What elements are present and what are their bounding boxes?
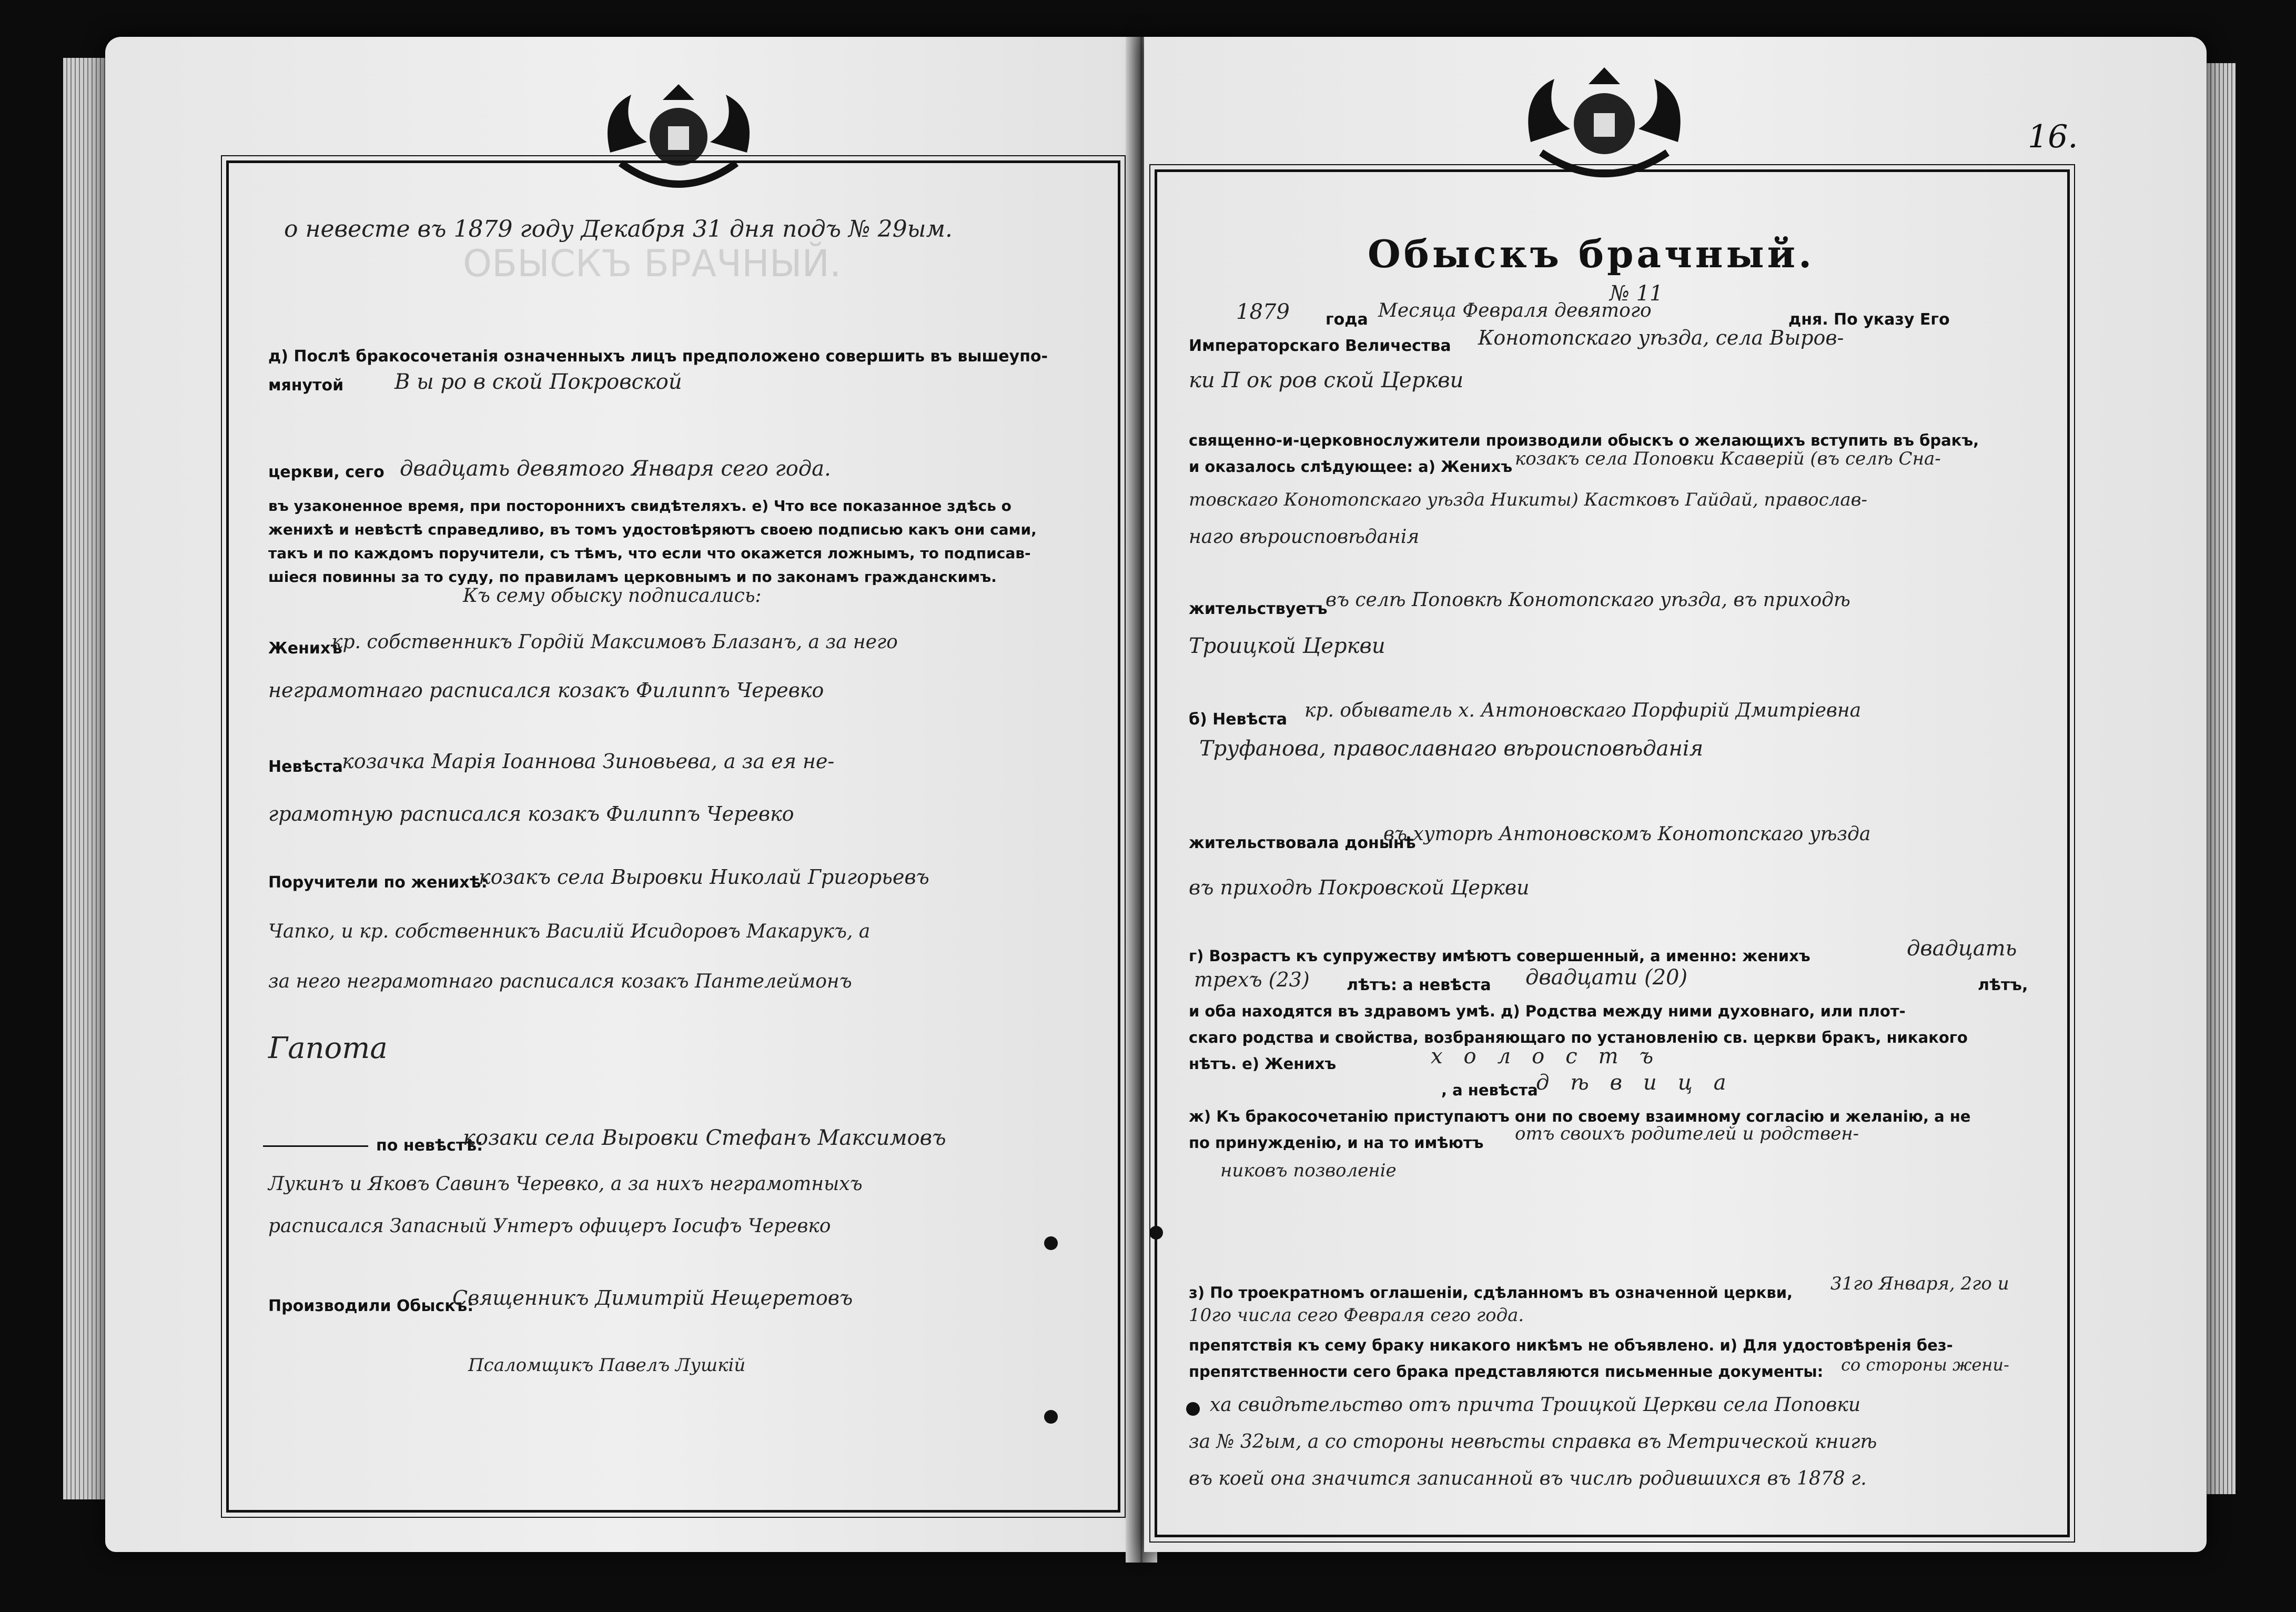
- line1-year: 1879: [1236, 300, 1290, 324]
- examiners-hand-2: Псаломщикъ Павелъ Лушкій: [468, 1355, 746, 1376]
- bride-hand-1: кр. обыватель х. Антоновскаго Порфирій Дмитріевна: [1304, 700, 1862, 721]
- consent-printed: ж) Къ бракосочетанію приступаютъ они по своему взаимному согласію и желанію, а не: [1189, 1107, 1971, 1125]
- page-edges-left: [63, 58, 110, 1499]
- age-hand-groom: двадцать: [1907, 936, 2017, 961]
- line7-hand: наго вѣроисповѣданія: [1189, 526, 1420, 548]
- consent-hand-2: никовъ позволеніе: [1220, 1160, 1397, 1181]
- groom-label: Женихъ: [268, 639, 342, 658]
- relation-1: и оба находятся въ здравомъ умѣ. д) Родства между ними духовнаго, или плот-: [1189, 1002, 1906, 1020]
- p-legal-4: шіеся повинны за то суду, по правиламъ церковнымъ и по законамъ гражданскимъ.: [268, 568, 997, 586]
- page-number: 16.: [2028, 118, 2078, 155]
- bride-residence-printed: жительствовала донынѣ: [1189, 834, 1416, 852]
- line2-printed: Императорскаго Величества: [1189, 337, 1451, 355]
- p-a-printed: д) Послѣ бракосочетанія означенныхъ лицъ предположено совершить въ вышеупо-: [268, 347, 1048, 366]
- bride-hand-1: козачка Марія Іоаннова Зиновьева, а за ея не-: [342, 750, 835, 773]
- line6-hand: товскаго Конотопскаго уѣзда Никиты) Кастковъ Гайдай, православ-: [1189, 489, 1867, 510]
- imperial-eagle-emblem-right-icon: [1510, 63, 1699, 184]
- document-title: Обыскъ брачный.: [1368, 231, 1815, 276]
- age-printed-3: лѣтъ,: [1978, 976, 2028, 994]
- banns-printed: з) По троекратномъ оглашеніи, сдѣланномъ въ означенной церкви,: [1189, 1284, 1793, 1302]
- age-hand-groom-2: трехъ (23): [1194, 968, 1310, 991]
- line4-printed: священно-и-церковнослужители производили обыскъ о желающихъ вступить въ бракъ,: [1189, 431, 1979, 449]
- examiners-hand-1: Священникъ Димитрій Нещеретовъ: [452, 1286, 853, 1309]
- p-a-printed2: мянутой: [268, 376, 344, 395]
- bride-hand-2: грамотную расписался козакъ Филиппъ Черевко: [268, 802, 794, 825]
- groom-hand-2: неграмотнаго расписался козакъ Филиппъ Черевко: [268, 679, 824, 702]
- obstacles-printed: препятствія къ сему браку никакого никѣмъ не объявлено. и) Для удостовѣренія без-: [1189, 1336, 1953, 1354]
- p-legal-hand: Къ сему обыску подписались:: [463, 585, 762, 607]
- bride-residence-hand-1: въ хуторѣ Антоновскомъ Конотопскаго уѣзда: [1383, 823, 1871, 845]
- groom-sureties-hand-1: козакъ села Выровки Николай Григорьевъ: [479, 865, 929, 889]
- p-church-hand: двадцать девятого Января сего года.: [400, 457, 831, 481]
- relation-3-hand: холостъ: [1431, 1044, 1675, 1069]
- binding-hole: [1186, 1402, 1200, 1416]
- line1-printed: года: [1326, 310, 1368, 329]
- bride-sureties-dash: [263, 1145, 368, 1147]
- age-printed-2: лѣтъ: а невѣста: [1347, 976, 1491, 994]
- binding-hole: [1044, 1410, 1058, 1424]
- bride-sureties-hand-3: расписался Запасный Унтеръ офицеръ Іосифъ Черевко: [268, 1215, 831, 1237]
- groom-hand-1: кр. собственникъ Гордій Максимовъ Блазанъ, а за него: [331, 631, 898, 653]
- age-printed: г) Возрастъ къ супружеству имѣютъ совершенный, а именно: женихъ: [1189, 947, 1810, 965]
- bride-residence-hand-2: въ приходѣ Покровской Церкви: [1189, 876, 1530, 899]
- line2-hand: Конотопскаго уѣзда, села Выров-: [1478, 326, 1844, 349]
- relation-3-printed: нѣтъ. е) Женихъ: [1189, 1055, 1337, 1073]
- p-a-hand: В ы ро в ской Покровской: [395, 370, 682, 394]
- documents-hand-2: за № 32ым, а со стороны невѣсты справка въ Метрической книгѣ: [1189, 1431, 1877, 1453]
- record-number: № 11: [1610, 281, 1663, 306]
- banns-hand: 31го Января, 2го и: [1830, 1273, 2009, 1294]
- line5-printed: и оказалось слѣдующее: а) Женихъ: [1189, 458, 1513, 476]
- line5-hand: козакъ села Поповки Ксаверій (въ селѣ Сна-: [1515, 448, 1941, 469]
- bleed-through-text: ОБЫСКЪ БРАЧНЫЙ.: [463, 242, 842, 285]
- p-legal-2: женихѣ и невѣстѣ справедливо, въ томъ удостовѣряютъ своею подписью какъ они сами,: [268, 521, 1037, 538]
- line1-hand: Месяца Февраля девятого: [1378, 300, 1652, 321]
- bride-sureties-label: по невѣстѣ:: [376, 1136, 483, 1155]
- bride-printed: б) Невѣста: [1189, 710, 1288, 729]
- examiners-label: Производили Обыскъ:: [268, 1297, 474, 1315]
- line8-hand: въ селѣ Поповкѣ Конотопскаго уѣзда, въ приходѣ: [1326, 589, 1850, 611]
- relation-4-printed: , а невѣста: [1441, 1081, 1538, 1099]
- consent-printed-2: по принужденію, и на то имѣютъ: [1189, 1134, 1484, 1152]
- bride-label: Невѣста: [268, 758, 343, 776]
- line1-printed2: дня. По указу Его: [1788, 310, 1950, 329]
- bride-sureties-hand-2: Лукинъ и Яковъ Савинъ Черевко, а за нихъ неграмотныхъ: [268, 1173, 863, 1195]
- bride-sureties-hand-1: козаки села Выровки Стефанъ Максимовъ: [463, 1126, 946, 1150]
- p-legal-1: въ узаконенное время, при постороннихъ свидѣтеляхъ. е) Что все показанное здѣсь о: [268, 497, 1012, 515]
- groom-sureties-hand-2: Чапко, и кр. собственникъ Василій Исидоровъ Макарукъ, а: [268, 921, 871, 942]
- header-note: о невесте въ 1879 году Декабря 31 дня подъ № 29ым.: [284, 216, 953, 243]
- line3-hand: ки П ок ров ской Церкви: [1189, 368, 1464, 392]
- consent-hand: отъ своихъ родителей и родствен-: [1515, 1123, 1859, 1144]
- line9-hand: Троицкой Церкви: [1189, 634, 1385, 658]
- age-hand-bride: двадцати (20): [1525, 965, 1688, 990]
- relation-4-hand: дѣвица: [1536, 1071, 1747, 1095]
- groom-sureties-label: Поручители по женихѣ:: [268, 873, 488, 892]
- binding-hole: [1149, 1226, 1163, 1240]
- groom-sureties-hand-3: за него неграмотнаго расписался козакъ Пантелеймонъ: [268, 971, 852, 992]
- p-legal-3: такъ и по каждомъ поручители, съ тѣмъ, что если что окажется ложнымъ, то подписав-: [268, 545, 1031, 562]
- obstacles-printed-2: препятственности сего брака представляются письменные документы:: [1189, 1363, 1824, 1381]
- obstacles-hand: со стороны жени-: [1841, 1355, 2009, 1375]
- p-church-printed: церкви, сего: [268, 463, 385, 481]
- binding-hole: [1044, 1236, 1058, 1250]
- groom-sureties-hand-4: Гапота: [268, 1031, 388, 1065]
- documents-hand-3: въ коей она значится записанной въ числѣ родившихся въ 1878 г.: [1189, 1468, 1867, 1489]
- bride-hand-2: Труфанова, православнаго вѣроисповѣданія: [1199, 737, 1704, 761]
- documents-hand-1: ха свидѣтельство отъ причта Троицкой Церкви села Поповки: [1210, 1394, 1861, 1416]
- banns-hand-2: 10го числа сего Февраля сего года.: [1189, 1305, 1524, 1326]
- relation-2: скаго родства и свойства, возбраняющаго по установленію св. церкви бракъ, никакого: [1189, 1029, 1968, 1046]
- line8-printed: жительствуетъ: [1189, 600, 1328, 618]
